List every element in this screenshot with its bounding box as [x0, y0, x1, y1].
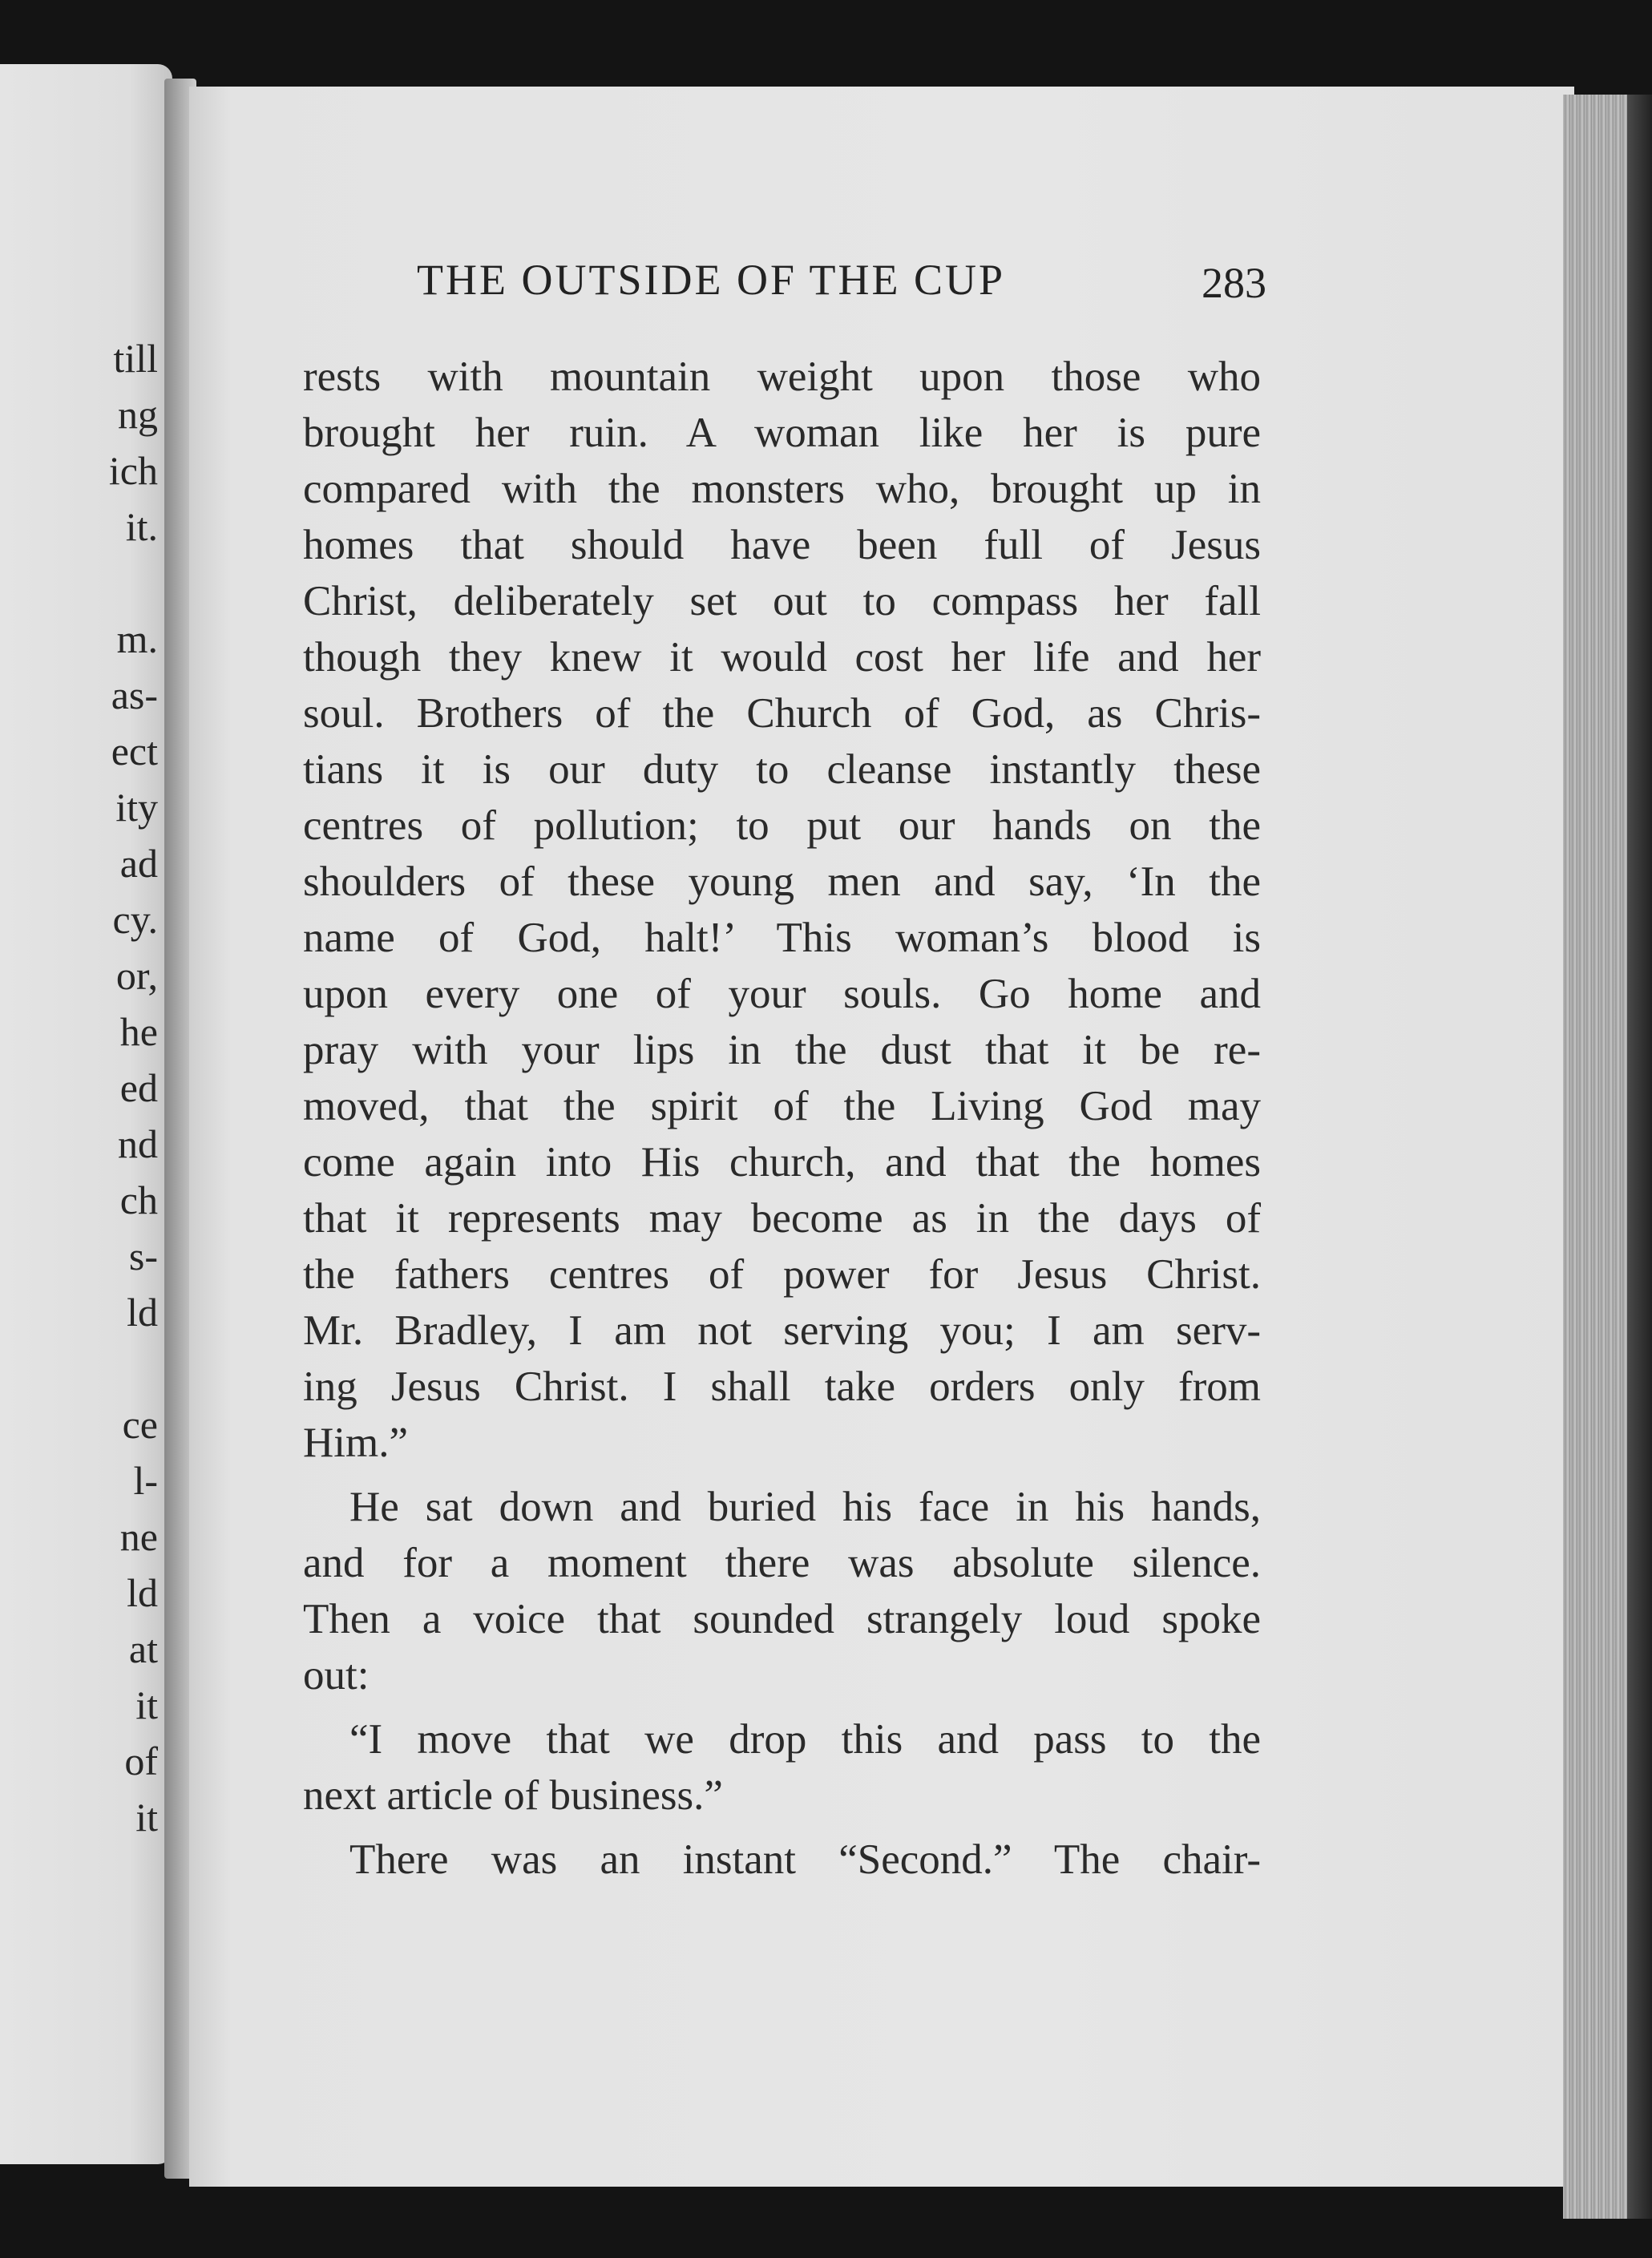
text-line: moved, that the spirit of the Living God may — [303, 1083, 1261, 1129]
text-line: Mr. Bradley, I am not serving you; I am serv- — [303, 1307, 1261, 1354]
left-page-fragment: ng — [118, 392, 158, 437]
text-line: rests with mountain weight upon those who — [303, 353, 1261, 400]
left-page-fragment: he — [119, 1009, 158, 1054]
text-line: next article of business.” — [303, 1772, 723, 1819]
left-page-fragment: ch — [119, 1177, 158, 1222]
left-page-fragment: ect — [111, 729, 158, 774]
running-head — [417, 255, 1266, 311]
left-page-fragment: ne — [119, 1514, 158, 1559]
left-page-fragment: l- — [133, 1458, 158, 1503]
left-page-fragment: ld — [127, 1290, 158, 1335]
left-page-fragment: cy. — [112, 897, 158, 942]
text-line: and for a moment there was absolute silence. — [303, 1540, 1261, 1586]
left-page — [0, 64, 172, 2164]
text-line: Then a voice that sounded strangely loud spoke — [303, 1596, 1261, 1642]
text-line: compared with the monsters who, brought up in — [303, 466, 1261, 512]
text-line: soul. Brothers of the Church of God, as Chris- — [303, 690, 1261, 737]
left-page-fragment: till — [113, 336, 158, 381]
book-cover-edge — [1627, 95, 1652, 2219]
text-line: though they knew it would cost her life and her — [303, 634, 1261, 681]
text-line: out: — [303, 1652, 370, 1699]
text-line: pray with your lips in the dust that it be re- — [303, 1027, 1261, 1073]
left-page-fragment: nd — [118, 1121, 158, 1166]
text-line: the fathers centres of power for Jesus Christ. — [303, 1251, 1261, 1298]
left-page-fragment: ed — [119, 1065, 158, 1110]
page-number: 283 — [1202, 259, 1266, 307]
left-page-fragment: ich — [108, 448, 158, 493]
left-page-fragment: it — [135, 1795, 158, 1840]
text-line: There was an instant “Second.” The chair- — [349, 1836, 1261, 1883]
text-line: “I move that we drop this and pass to the — [349, 1716, 1261, 1763]
text-line: ing Jesus Christ. I shall take orders only from — [303, 1363, 1261, 1410]
left-page-fragment: it — [135, 1682, 158, 1727]
text-line: tians it is our duty to cleanse instantly these — [303, 746, 1261, 793]
text-line: brought her ruin. A woman like her is pure — [303, 410, 1261, 456]
left-page-fragment: of — [124, 1739, 158, 1783]
left-page-fragment: ity — [115, 785, 158, 830]
text-line: homes that should have been full of Jesus — [303, 522, 1261, 568]
left-page-fragment: ad — [119, 841, 158, 886]
text-line: He sat down and buried his face in his hands, — [349, 1484, 1261, 1530]
left-page-fragment: or, — [115, 953, 158, 998]
left-page-fragment: ce — [122, 1402, 158, 1447]
left-page-fragment: it. — [125, 504, 158, 549]
left-page-fragment: m. — [116, 616, 158, 661]
left-page-fragment: ld — [127, 1570, 158, 1615]
text-line: Christ, deliberately set out to compass her fall — [303, 578, 1261, 624]
text-line: that it represents may become as in the days of — [303, 1195, 1261, 1242]
text-line: upon every one of your souls. Go home and — [303, 971, 1261, 1017]
text-line: Him.” — [303, 1420, 408, 1466]
text-line: shoulders of these young men and say, ‘In the — [303, 858, 1261, 905]
left-page-fragment: at — [128, 1626, 158, 1671]
running-title: THE OUTSIDE OF THE CUP — [417, 256, 1006, 304]
text-line: come again into His church, and that the homes — [303, 1139, 1261, 1186]
text-line: name of God, halt!’ This woman’s blood is — [303, 915, 1261, 961]
text-line: centres of pollution; to put our hands on the — [303, 802, 1261, 849]
page-stack-edge — [1563, 95, 1627, 2219]
left-page-fragment: s- — [128, 1234, 158, 1278]
left-page-fragment: as- — [111, 673, 158, 717]
